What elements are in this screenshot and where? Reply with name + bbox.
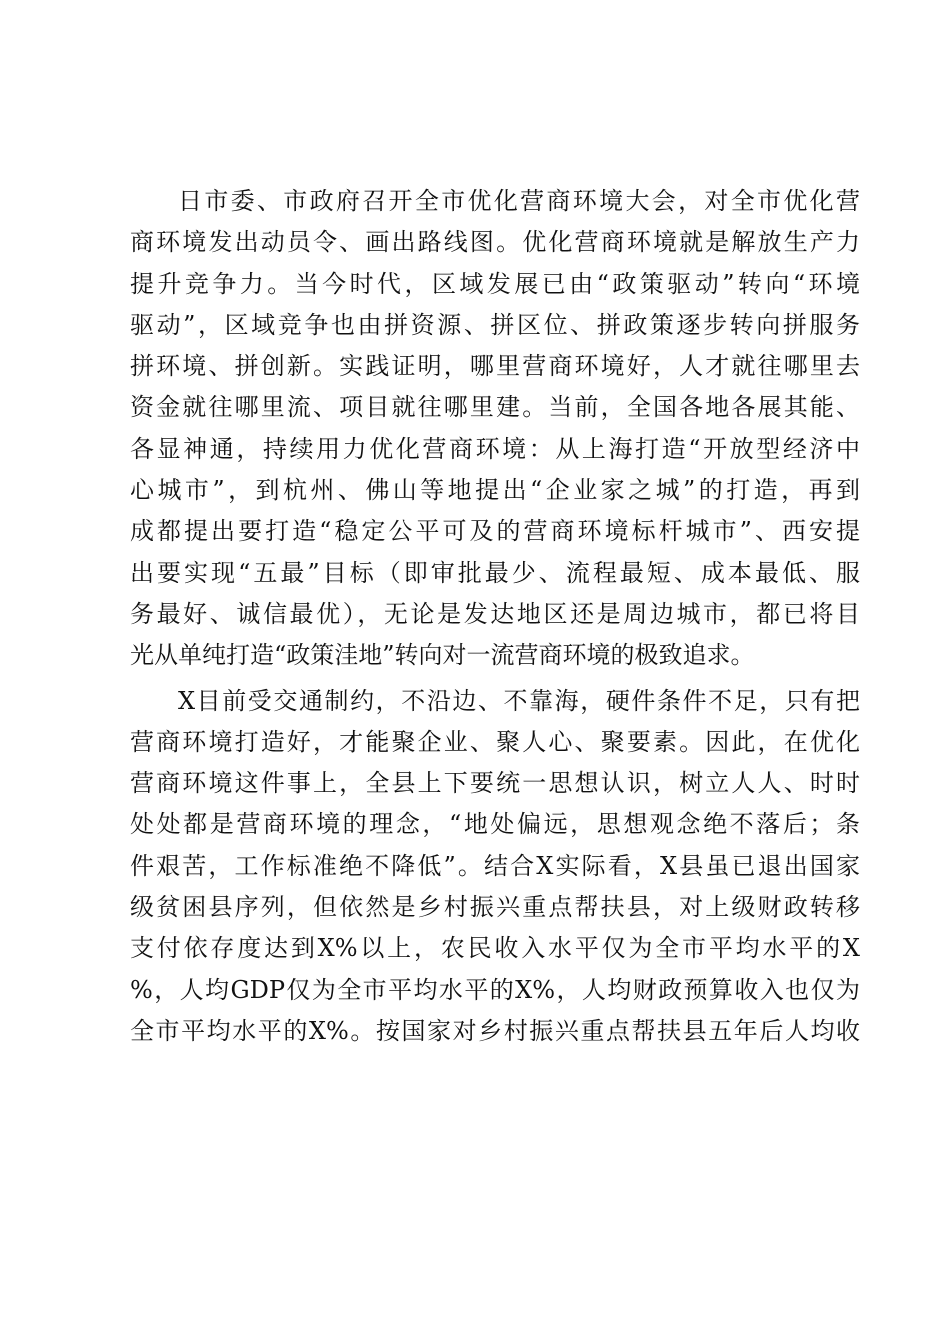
- paragraph-1: [130, 181, 860, 677]
- text-line: 日市委、市政府召开全市优化营商环境大会，对全市优化营: [178, 187, 860, 215]
- text-line: %，人均GDP仅为全市平均水平的X%，人均财政预算收入也仅为: [130, 975, 860, 1004]
- text-line: 全市平均水平的X%。按国家对乡村振兴重点帮扶县五年后人均收: [130, 1016, 860, 1045]
- text-line: 支付依存度达到X%以上，农民收入水平仅为全市平均水平的X: [130, 934, 860, 963]
- text-line: 件艰苦，工作标准绝不降低”。结合X实际看，X县虽已退出国家: [130, 851, 860, 880]
- text-line: 成都提出要打造“稳定公平可及的营商环境标杆城市”、西安提: [130, 517, 860, 546]
- text-line: 营商环境这件事上，全县上下要统一思想认识，树立人人、时时: [130, 769, 860, 798]
- text-line: 提升竞争力。当今时代，区域发展已由“政策驱动”转向“环境: [130, 269, 860, 298]
- text-line: 处处都是营商环境的理念，“地处偏远，思想观念绝不落后；条: [130, 810, 860, 839]
- body-text: [130, 181, 860, 1052]
- text-line: 营商环境打造好，才能聚企业、聚人心、聚要素。因此，在优化: [130, 727, 860, 756]
- text-line: 各显神通，持续用力优化营商环境：从上海打造“开放型经济中: [130, 434, 860, 463]
- text-line: 级贫困县序列，但依然是乡村振兴重点帮扶县，对上级财政转移: [130, 893, 860, 922]
- text-line: 务最好、诚信最优），无论是发达地区还是周边城市，都已将目: [130, 599, 860, 628]
- paragraph-2: [130, 681, 860, 1053]
- text-line: 心城市”，到杭州、佛山等地提出“企业家之城”的打造，再到: [130, 476, 860, 505]
- text-line: 光从单纯打造“政策洼地”转向对一流营商环境的极致追求。: [130, 641, 755, 670]
- text-line: 商环境发出动员令、画出路线图。优化营商环境就是解放生产力: [130, 228, 860, 257]
- text-line: 出要实现“五最”目标（即审批最少、流程最短、成本最低、服: [130, 558, 860, 587]
- text-line: X目前受交通制约，不沿边、不靠海，硬件条件不足，只有把: [178, 686, 860, 715]
- text-line: 拼环境、拼创新。实践证明，哪里营商环境好，人才就往哪里去: [130, 352, 860, 381]
- text-line: 资金就往哪里流、项目就往哪里建。当前，全国各地各展其能、: [130, 393, 860, 422]
- text-line: 驱动”，区域竞争也由拼资源、拼区位、拼政策逐步转向拼服务: [130, 310, 860, 339]
